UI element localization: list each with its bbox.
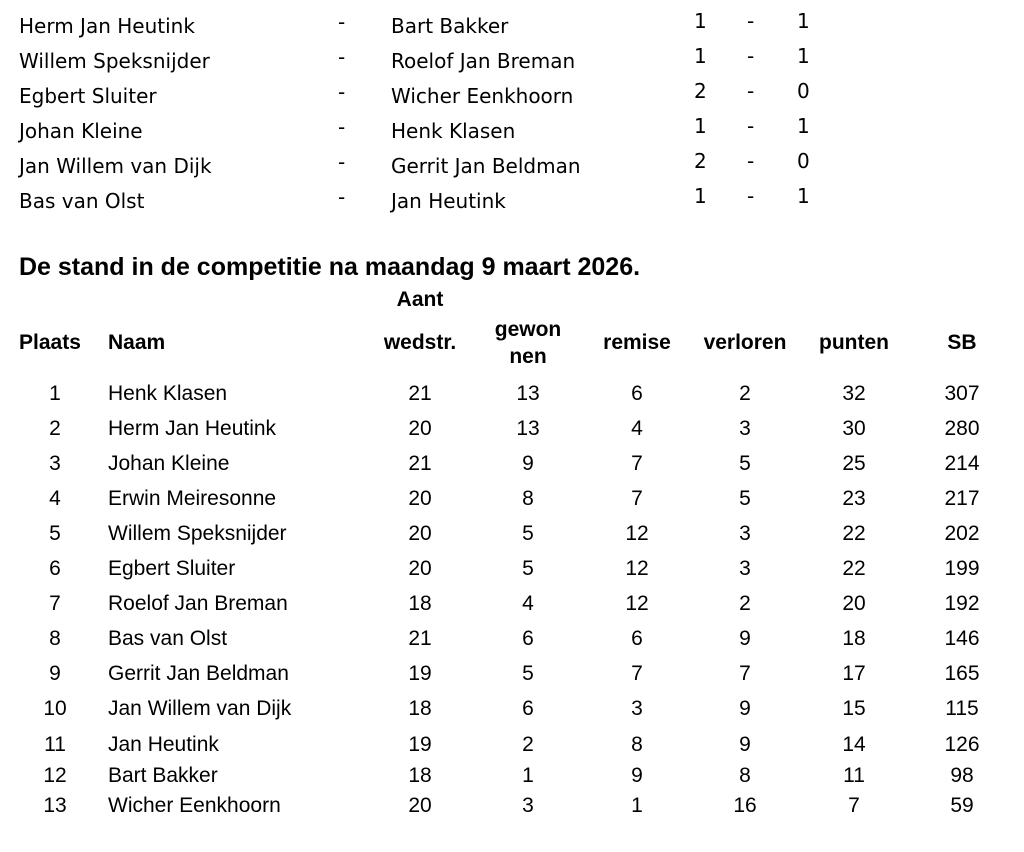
table-row — [0, 627, 1024, 657]
points-cell: 20 — [842, 592, 866, 615]
position-cell: 11 — [44, 733, 66, 756]
match-result-row — [0, 0, 1024, 38]
position-cell: 10 — [43, 697, 67, 720]
position-cell: 1 — [49, 382, 61, 405]
won-cell: 9 — [522, 452, 534, 475]
sb-cell: 214 — [944, 452, 980, 475]
home-player: Jan Willem van Dijk — [19, 154, 212, 178]
played-cell: 18 — [408, 592, 432, 615]
score-separator: - — [747, 9, 755, 33]
away-score: 0 — [797, 79, 810, 103]
points-cell: 15 — [842, 697, 866, 720]
header-verloren: verloren — [703, 331, 787, 354]
position-cell: 4 — [49, 487, 61, 510]
draw-cell: 4 — [631, 417, 643, 440]
table-row — [0, 794, 1024, 824]
home-player: Willem Speksnijder — [19, 49, 210, 73]
draw-cell: 8 — [631, 733, 643, 756]
points-cell: 32 — [842, 382, 866, 405]
won-cell: 8 — [522, 487, 534, 510]
points-cell: 7 — [848, 794, 860, 817]
sb-cell: 126 — [944, 733, 980, 756]
sb-cell: 59 — [950, 794, 974, 817]
away-score: 1 — [797, 9, 810, 33]
table-row — [0, 557, 1024, 587]
home-score: 1 — [694, 114, 707, 138]
lost-cell: 9 — [739, 697, 751, 720]
won-cell: 3 — [522, 794, 534, 817]
name-cell: Bart Bakker — [108, 764, 218, 787]
lost-cell: 5 — [739, 452, 751, 475]
match-result-row — [0, 35, 1024, 73]
draw-cell: 12 — [625, 522, 649, 545]
sb-cell: 165 — [944, 662, 980, 685]
vs-separator: - — [338, 150, 346, 174]
home-player: Egbert Sluiter — [19, 84, 157, 108]
score-separator: - — [747, 79, 755, 103]
score-separator: - — [747, 114, 755, 138]
header-wedstr: wedstr. — [383, 331, 457, 354]
played-cell: 21 — [408, 452, 432, 475]
played-cell: 19 — [408, 733, 432, 756]
score-separator: - — [747, 149, 755, 173]
played-cell: 21 — [408, 627, 432, 650]
name-cell: Johan Kleine — [108, 452, 230, 475]
home-score: 1 — [694, 9, 707, 33]
away-player: Jan Heutink — [391, 189, 506, 213]
position-cell: 13 — [43, 794, 67, 817]
header-naam: Naam — [108, 331, 166, 354]
draw-cell: 7 — [631, 662, 643, 685]
away-score: 1 — [797, 184, 810, 208]
away-player: Bart Bakker — [391, 14, 509, 38]
lost-cell: 3 — [739, 522, 751, 545]
score-separator: - — [747, 44, 755, 68]
points-cell: 22 — [842, 557, 866, 580]
lost-cell: 16 — [733, 794, 757, 817]
points-cell: 14 — [842, 733, 866, 756]
standings-title: De stand in de competitie na maandag 9 maart 2026. — [19, 253, 641, 281]
won-cell: 5 — [522, 522, 534, 545]
played-cell: 18 — [408, 764, 432, 787]
header-gewonnen-bottom: nen — [509, 345, 547, 368]
table-row — [0, 592, 1024, 622]
header-remise: remise — [603, 331, 671, 354]
name-cell: Herm Jan Heutink — [108, 417, 277, 440]
played-cell: 20 — [408, 417, 432, 440]
name-cell: Henk Klasen — [108, 382, 228, 405]
sb-cell: 115 — [945, 697, 979, 720]
won-cell: 13 — [516, 417, 540, 440]
table-row — [0, 733, 1024, 763]
position-cell: 2 — [49, 417, 61, 440]
name-cell: Egbert Sluiter — [108, 557, 236, 580]
points-cell: 18 — [842, 627, 866, 650]
won-cell: 13 — [516, 382, 540, 405]
header-aant: Aant — [396, 288, 444, 311]
header-punten: punten — [819, 331, 889, 354]
points-cell: 11 — [843, 764, 865, 787]
played-cell: 20 — [408, 487, 432, 510]
played-cell: 21 — [408, 382, 432, 405]
won-cell: 5 — [522, 662, 534, 685]
table-row — [0, 662, 1024, 692]
home-score: 1 — [694, 184, 707, 208]
table-row — [0, 697, 1024, 727]
away-player: Gerrit Jan Beldman — [391, 154, 581, 178]
lost-cell: 3 — [739, 417, 751, 440]
points-cell: 25 — [842, 452, 866, 475]
lost-cell: 5 — [739, 487, 751, 510]
away-score: 1 — [797, 44, 810, 68]
table-row — [0, 522, 1024, 552]
vs-separator: - — [338, 80, 346, 104]
away-player: Roelof Jan Breman — [391, 49, 576, 73]
name-cell: Gerrit Jan Beldman — [108, 662, 289, 685]
won-cell: 1 — [522, 764, 534, 787]
vs-separator: - — [338, 45, 346, 69]
table-row — [0, 417, 1024, 447]
draw-cell: 9 — [631, 764, 643, 787]
sb-cell: 217 — [944, 487, 980, 510]
home-score: 2 — [694, 79, 707, 103]
sb-cell: 280 — [944, 417, 980, 440]
position-cell: 8 — [49, 627, 61, 650]
draw-cell: 1 — [631, 794, 643, 817]
draw-cell: 12 — [625, 557, 649, 580]
sb-cell: 307 — [944, 382, 980, 405]
away-player: Henk Klasen — [391, 119, 516, 143]
draw-cell: 12 — [625, 592, 649, 615]
header-gewonnen-top: gewon — [494, 318, 562, 341]
match-result-row — [0, 140, 1024, 178]
header-plaats: Plaats — [19, 331, 81, 354]
lost-cell: 9 — [739, 733, 751, 756]
name-cell: Jan Willem van Dijk — [108, 697, 292, 720]
match-result-row — [0, 175, 1024, 213]
draw-cell: 3 — [631, 697, 643, 720]
draw-cell: 7 — [631, 487, 643, 510]
played-cell: 18 — [408, 697, 432, 720]
table-row — [0, 382, 1024, 412]
score-separator: - — [747, 184, 755, 208]
draw-cell: 7 — [631, 452, 643, 475]
match-result-row — [0, 105, 1024, 143]
vs-separator: - — [338, 185, 346, 209]
name-cell: Roelof Jan Breman — [108, 592, 288, 615]
points-cell: 22 — [842, 522, 866, 545]
sb-cell: 202 — [944, 522, 980, 545]
name-cell: Erwin Meiresonne — [108, 487, 277, 510]
home-score: 2 — [694, 149, 707, 173]
sb-cell: 146 — [944, 627, 980, 650]
lost-cell: 2 — [739, 592, 751, 615]
match-result-row — [0, 70, 1024, 108]
home-player: Johan Kleine — [19, 119, 143, 143]
table-row — [0, 452, 1024, 482]
lost-cell: 3 — [739, 557, 751, 580]
position-cell: 3 — [49, 452, 61, 475]
draw-cell: 6 — [631, 627, 643, 650]
vs-separator: - — [338, 10, 346, 34]
points-cell: 17 — [842, 662, 866, 685]
vs-separator: - — [338, 115, 346, 139]
won-cell: 4 — [522, 592, 534, 615]
header-sb: SB — [947, 331, 977, 354]
name-cell: Jan Heutink — [108, 733, 219, 756]
position-cell: 7 — [49, 592, 61, 615]
name-cell: Wicher Eenkhoorn — [108, 794, 281, 817]
lost-cell: 7 — [739, 662, 751, 685]
played-cell: 19 — [408, 662, 432, 685]
name-cell: Willem Speksnijder — [108, 522, 287, 545]
won-cell: 6 — [522, 627, 534, 650]
played-cell: 20 — [408, 557, 432, 580]
position-cell: 6 — [49, 557, 61, 580]
won-cell: 6 — [522, 697, 534, 720]
lost-cell: 2 — [739, 382, 751, 405]
played-cell: 20 — [408, 794, 432, 817]
sb-cell: 98 — [950, 764, 974, 787]
home-player: Herm Jan Heutink — [19, 14, 195, 38]
home-player: Bas van Olst — [19, 189, 145, 213]
draw-cell: 6 — [631, 382, 643, 405]
position-cell: 5 — [49, 522, 61, 545]
sb-cell: 199 — [944, 557, 980, 580]
played-cell: 20 — [408, 522, 432, 545]
sb-cell: 192 — [944, 592, 980, 615]
name-cell: Bas van Olst — [108, 627, 228, 650]
points-cell: 23 — [842, 487, 866, 510]
table-row — [0, 764, 1024, 794]
table-row — [0, 487, 1024, 517]
home-score: 1 — [694, 44, 707, 68]
away-score: 1 — [797, 114, 810, 138]
position-cell: 12 — [43, 764, 67, 787]
won-cell: 5 — [522, 557, 534, 580]
away-player: Wicher Eenkhoorn — [391, 84, 574, 108]
position-cell: 9 — [49, 662, 61, 685]
lost-cell: 8 — [739, 764, 751, 787]
points-cell: 30 — [842, 417, 866, 440]
away-score: 0 — [797, 149, 810, 173]
won-cell: 2 — [522, 733, 534, 756]
lost-cell: 9 — [739, 627, 751, 650]
